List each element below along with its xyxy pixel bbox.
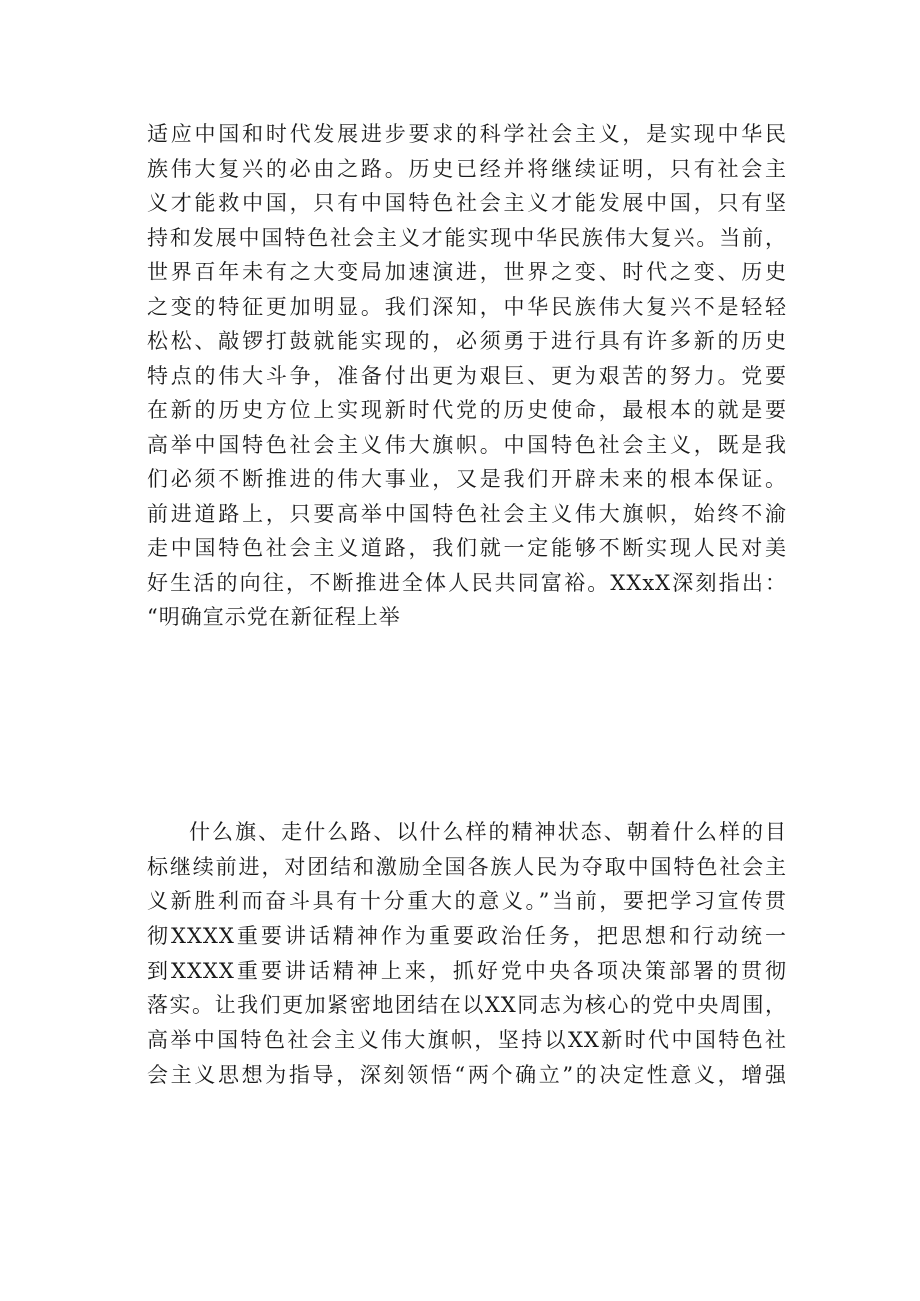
paragraph-line: 适应中国和时代发展进步要求的科学社会主义，是实现中华民 xyxy=(147,122,787,146)
paragraph-line: 落实。让我们更加紧密地团结在以XX同志为核心的党中央周围， xyxy=(147,993,787,1018)
paragraph-line: 彻XXXX重要讲话精神作为重要政治任务，把思想和行动统一 xyxy=(147,924,787,949)
paragraph-line: 持和发展中国特色社会主义才能实现中华民族伟大复兴。当前， xyxy=(147,225,787,250)
paragraph-line: 特点的伟大斗争，准备付出更为艰巨、更为艰苦的努力。党要 xyxy=(147,363,787,388)
paragraph-line: 走中国特色社会主义道路，我们就一定能够不断实现人民对美 xyxy=(147,536,787,560)
paragraph-line: 会主义思想为指导，深刻领悟“两个确立”的决定性意义，增强 xyxy=(147,1062,787,1087)
paragraph-line: “明确宣示党在新征程上举 xyxy=(147,605,401,629)
paragraph-line: 义才能救中国，只有中国特色社会主义才能发展中国，只有坚 xyxy=(147,191,787,215)
paragraph-line: 义新胜利而奋斗具有十分重大的意义。”当前，要把学习宣传贯 xyxy=(147,889,787,914)
paragraph-line: 们必须不断推进的伟大事业，又是我们开辟未来的根本保证。 xyxy=(147,467,787,491)
paragraph-line: 高举中国特色社会主义伟大旗帜，坚持以XX新时代中国特色社 xyxy=(147,1028,787,1053)
paragraph-line: 好生活的向往，不断推进全体人民共同富裕。XXxX深刻指出： xyxy=(147,570,787,595)
paragraph-line: 族伟大复兴的必由之路。历史已经并将继续证明，只有社会主 xyxy=(147,156,787,181)
paragraph-line: 标继续前进，对团结和激励全国各族人民为夺取中国特色社会主 xyxy=(147,854,787,879)
paragraph-line: 之变的特征更加明显。我们深知，中华民族伟大复兴不是轻轻 xyxy=(147,294,787,319)
paragraph-line: 在新的历史方位上实现新时代党的历史使命，最根本的就是要 xyxy=(147,398,787,422)
paragraph-line: 到XXXX重要讲话精神上来，抓好党中央各项决策部署的贯彻 xyxy=(147,958,787,983)
paragraph-line: 世界百年未有之大变局加速演进，世界之变、时代之变、历史 xyxy=(147,260,787,284)
paragraph-line: 松松、敲锣打鼓就能实现的，必须勇于进行具有许多新的历史 xyxy=(147,329,787,353)
paragraph-line: 前进道路上，只要高举中国特色社会主义伟大旗帜，始终不渝 xyxy=(147,501,787,526)
paragraph-line: 高举中国特色社会主义伟大旗帜。中国特色社会主义，既是我 xyxy=(147,432,787,457)
paragraph-one xyxy=(147,117,787,635)
paragraph-two xyxy=(147,815,787,1093)
paragraph-line: 什么旗、走什么路、以什么样的精神状态、朝着什么样的目 xyxy=(189,820,787,844)
